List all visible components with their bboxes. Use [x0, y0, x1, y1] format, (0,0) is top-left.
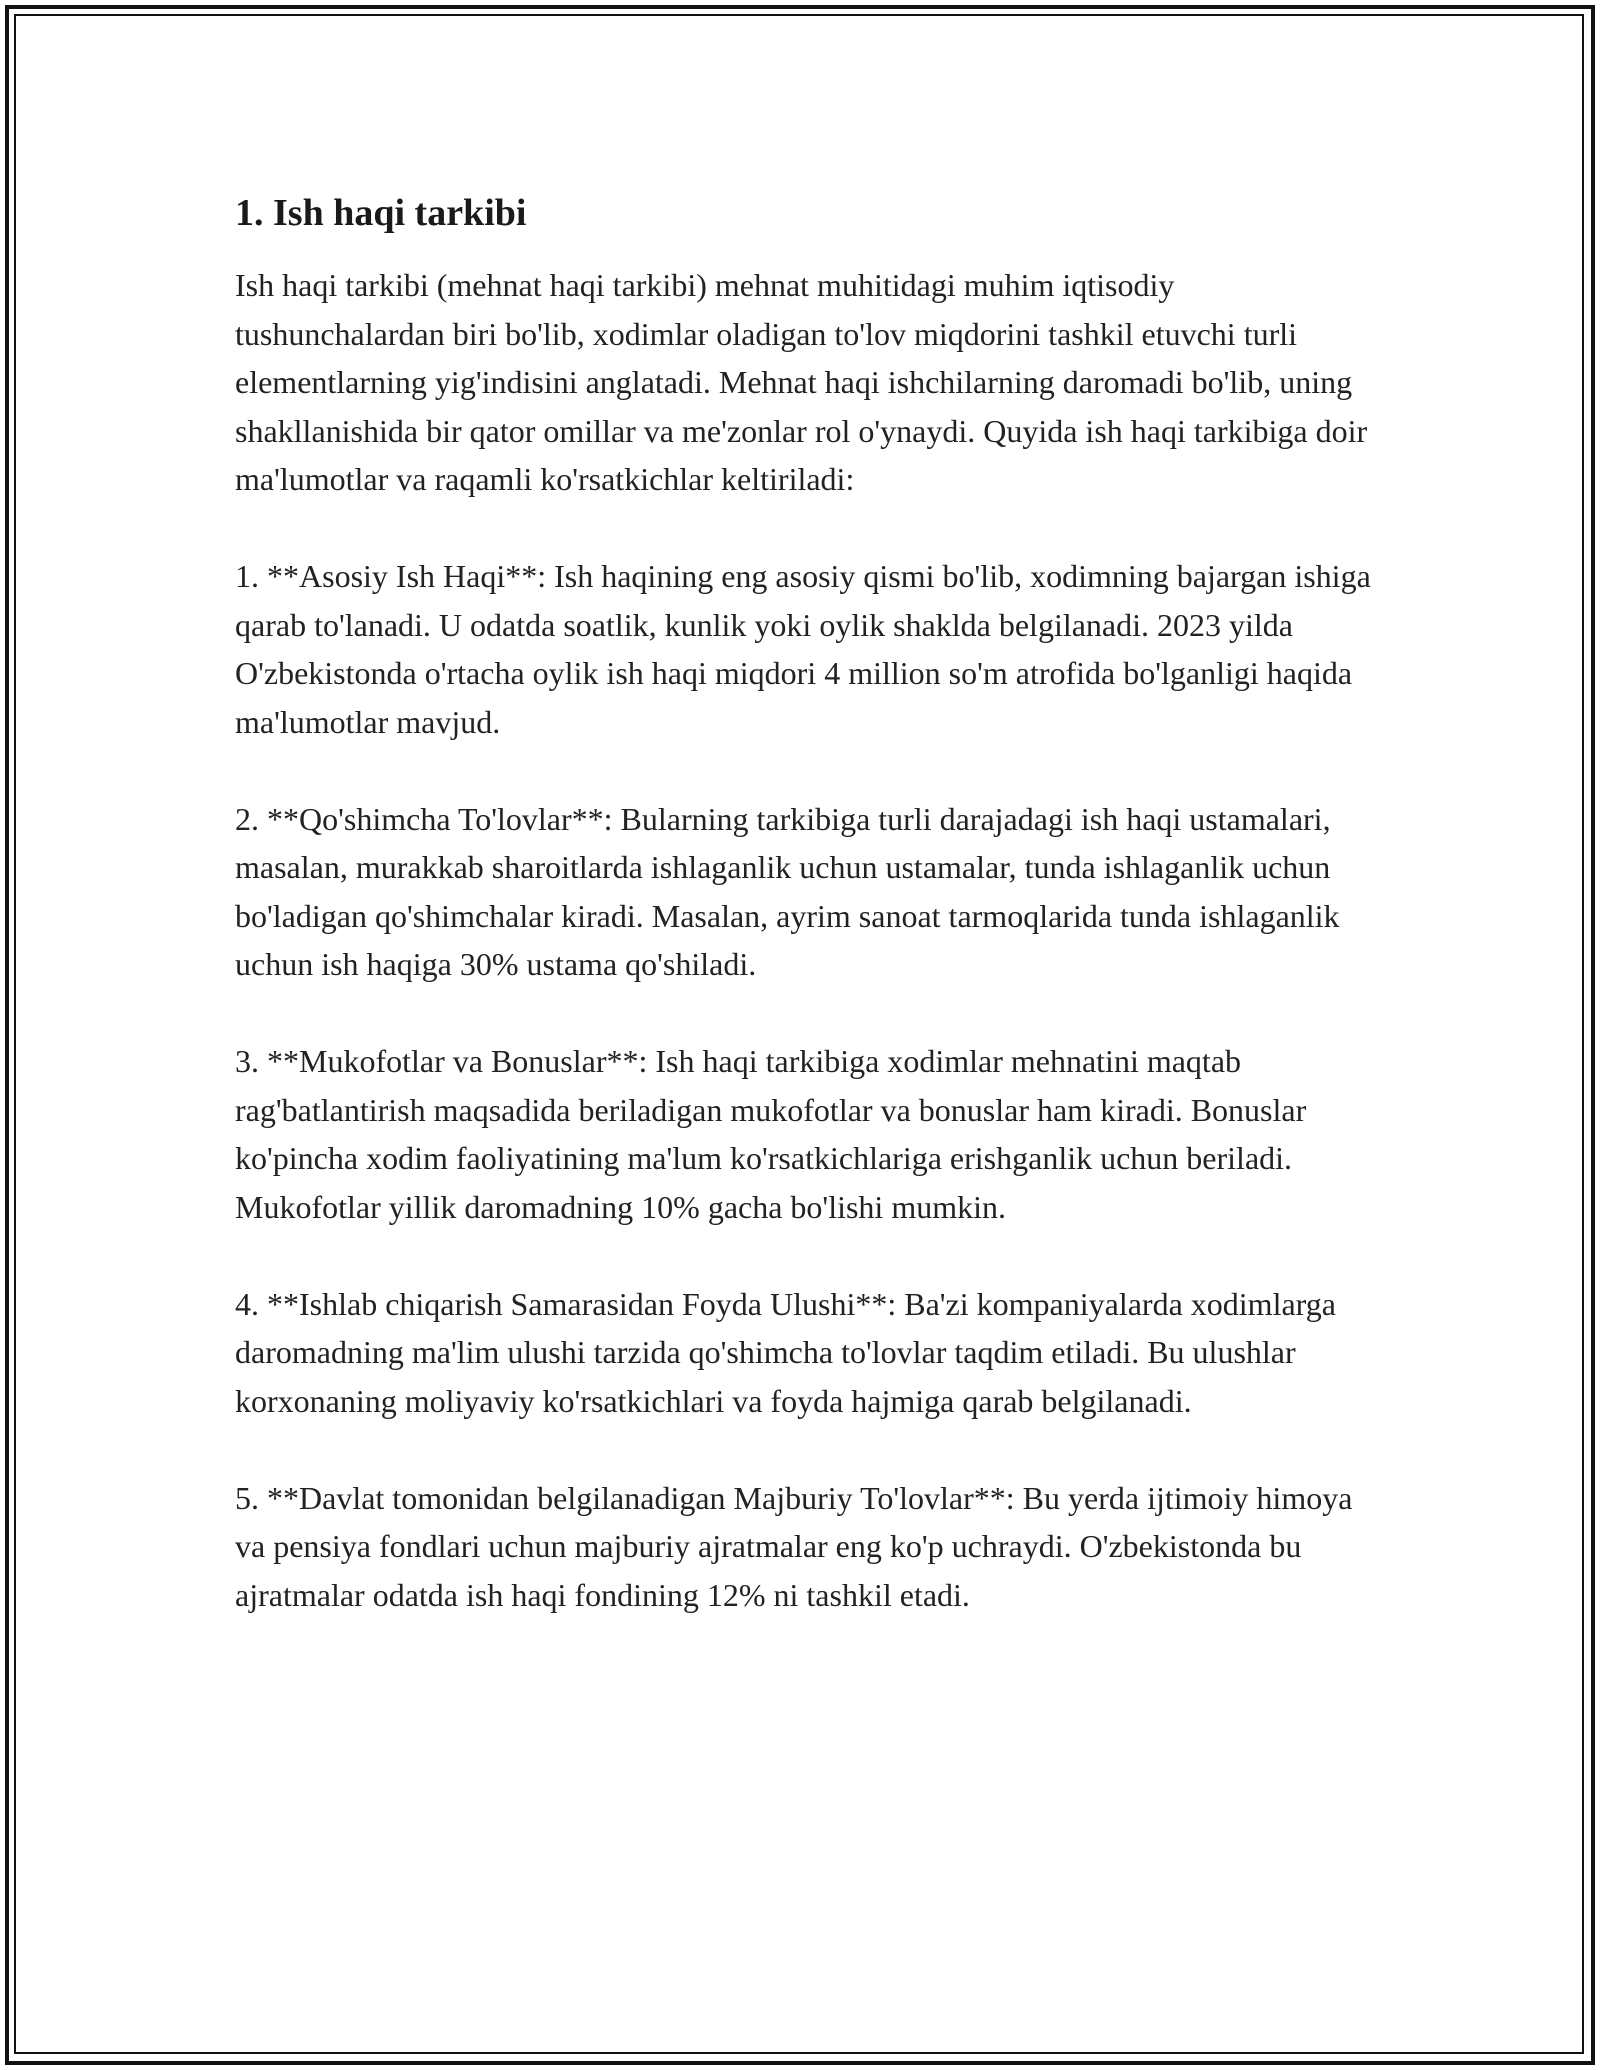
paragraph-mukofotlar-bonuslar: 3. **Mukofotlar va Bonuslar**: Ish haqi tarkibiga xodimlar mehnatini maqtab rag'batlantirish maqsadida beriladigan mukofotlar va bonuslar ham kiradi. Bonuslar ko'pincha xodim faoliyatining ma'lum ko'rsatkichlariga erishganlik uchun beriladi. Mukofotlar yillik daromadning 10% gacha bo'lishi mumkin. [235, 1043, 1307, 1225]
document-body [235, 185, 1375, 1668]
document-title: 1. Ish haqi tarkibi [235, 192, 527, 234]
paragraph-qoshimcha-tolovlar: 2. **Qo'shimcha To'lovlar**: Bularning tarkibiga turli darajadagi ish haqi ustamalari, masalan, murakkab sharoitlarda ishlaganlik uchun ustamalar, tunda ishlaganlik uchun bo'ladigan qo'shimchalar kiradi. Masalan, ayrim sanoat tarmoqlarida tunda ishlaganlik uchun ish haqiga 30% ustama qo'shiladi. [235, 800, 1340, 982]
paragraph-asosiy-ish-haqi: 1. **Asosiy Ish Haqi**: Ish haqining eng asosiy qismi bo'lib, xodimning bajargan ishiga qarab to'lanadi. U odatda soatlik, kunlik yoki oylik shakldа belgilanadi. 2023 yilda O'zbekistonda o'rtacha oylik ish haqi miqdori 4 million so'm atrofida bo'lganligi haqida ma'lumotlar mavjud. [235, 558, 1371, 740]
paragraph-foyda-ulushi: 4. **Ishlab chiqarish Samarasidan Foyda Ulushi**: Ba'zi kompaniyalarda xodimlarga daromadning ma'lim ulushi tarzida qo'shimcha to'lovlar taqdim etiladi. Bu ulushlar korxonaning moliyaviy ko'rsatkichlari va foyda hajmiga qarab belgilanadi. [235, 1285, 1336, 1419]
paragraph-intro: Ish haqi tarkibi (mehnat haqi tarkibi) mehnat muhitidagi muhim iqtisodiy tushunchalardan biri bo'lib, xodimlar oladigan to'lov miqdorini tashkil etuvchi turli elementlarning yig'indisini anglatadi. Mehnat haqi ishchilarning daromadi bo'lib, uning shakllanishida bir qator omillar va me'zonlar rol o'ynaydi. Quyida ish haqi tarkibiga doir ma'lumotlar va raqamli ko'rsatkichlar keltiriladi: [235, 267, 1368, 497]
paragraph-majburiy-tolovlar: 5. **Davlat tomonidan belgilanadigan Majburiy To'lovlar**: Bu yerda ijtimoiy himoya va pensiya fondlari uchun majburiy ajratmalar eng ko'p uchraydi. O'zbekistonda bu ajratmalar odatda ish haqi fondining 12% ni tashkil etadi. [235, 1479, 1353, 1613]
